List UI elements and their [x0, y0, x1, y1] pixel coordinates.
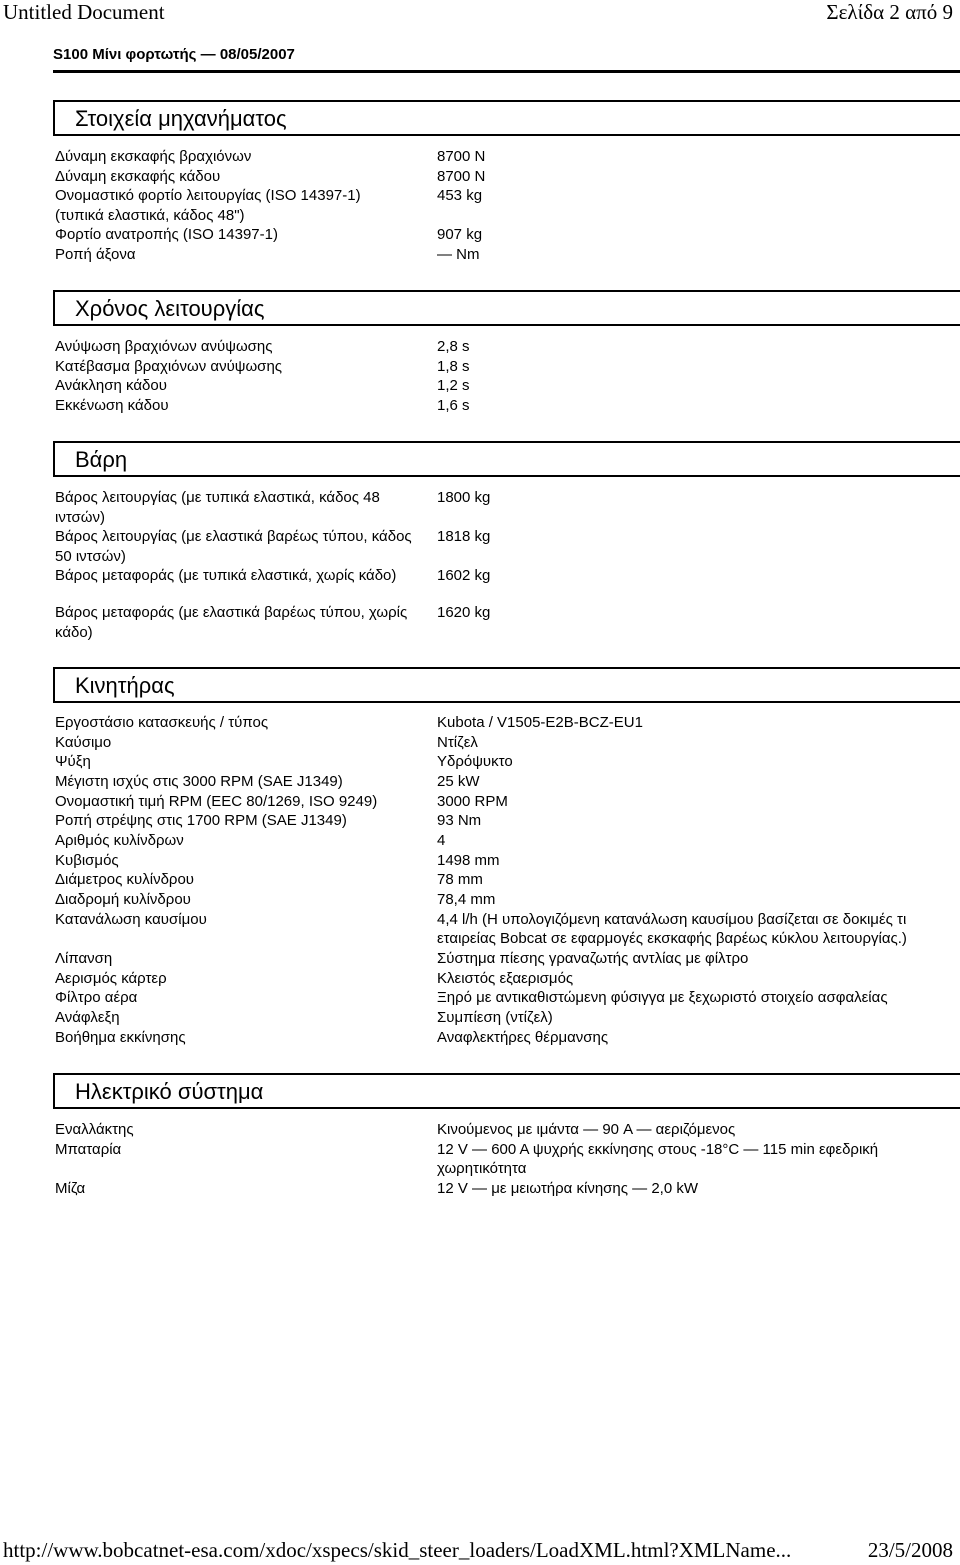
spec-value: 78,4 mm: [437, 891, 496, 908]
section-header-engine: [53, 667, 960, 703]
print-date: 23/5/2008: [867, 1538, 953, 1562]
spec-value: 1498 mm: [437, 852, 500, 869]
spec-value: 2,8 s: [437, 338, 470, 355]
section-header-time: [53, 290, 960, 326]
spec-label: Διαδρομή κυλίνδρου: [55, 891, 191, 908]
spec-value: — Nm: [437, 246, 480, 263]
spec-value: Kubota / V1505-E2B-BCZ-EU1: [437, 714, 643, 731]
spec-value: 1602 kg: [437, 567, 491, 584]
spec-label: Κατανάλωση καυσίμου: [55, 911, 207, 928]
spec-label: Ανάφλεξη: [55, 1009, 120, 1026]
section-header-machine: [53, 100, 960, 136]
spec-value: Αναφλεκτήρες θέρμανσης: [437, 1029, 609, 1046]
spec-value: 453 kg: [437, 187, 483, 204]
spec-value: 25 kW: [437, 773, 480, 790]
spec-label: Ανάκληση κάδου: [55, 377, 167, 394]
spec-label: Βάρος λειτουργίας (με ελαστικά βαρέως τύπου, κάδος 50 ιντσών): [55, 528, 412, 565]
spec-value: 1,6 s: [437, 397, 470, 414]
section-header-weights: [53, 441, 960, 477]
section-header-electrical: [53, 1073, 960, 1109]
spec-value: Σύστημα πίεσης γραναζωτής αντλίας με φίλτρο: [437, 950, 749, 967]
spec-label: Καύσιμο: [55, 734, 112, 751]
spec-value: 12 V — με μειωτήρα κίνησης — 2,0 kW: [437, 1180, 699, 1197]
spec-label: Μέγιστη ισχύς στις 3000 RPM (SAE J1349): [55, 773, 343, 790]
spec-label: Μίζα: [55, 1180, 86, 1197]
spec-value: Κινούμενος με ιμάντα — 90 A — αεριζόμενος: [437, 1121, 736, 1138]
spec-value: Συμπίεση (ντίζελ): [437, 1009, 553, 1026]
spec-value: 4,4 l/h (Η υπολογιζόμενη κατανάλωση καυσίμου βασίζεται σε δοκιμές τι: [437, 911, 907, 928]
spec-label: Ονομαστικό φορτίο λειτουργίας (ISO 14397-1): [55, 187, 361, 204]
spec-value: 4: [437, 832, 446, 849]
spec-value: χωρητικότητα: [437, 1160, 527, 1177]
spec-value: 8700 N: [437, 148, 486, 165]
spec-label: Εκκένωση κάδου: [55, 397, 169, 414]
section-title: Χρόνος λειτουργίας: [75, 296, 265, 321]
spec-value: Υδρόψυκτο: [437, 753, 513, 770]
spec-label: Ονομαστική τιμή RPM (EEC 80/1269, ISO 9249): [55, 793, 378, 810]
header-rule: [53, 70, 960, 73]
spec-label: (τυπικά ελαστικά, κάδος 48"): [55, 207, 245, 224]
spec-value: 78 mm: [437, 871, 483, 888]
spec-label: Ψύξη: [55, 753, 91, 770]
section-title: Στοιχεία μηχανήματος: [75, 106, 287, 131]
spec-label: Διάμετρος κυλίνδρου: [55, 871, 195, 888]
section-title: Βάρη: [75, 447, 128, 472]
section-title: Κινητήρας: [75, 673, 175, 698]
spec-value: 907 kg: [437, 226, 483, 243]
spec-value: Κλειστός εξαερισμός: [437, 970, 574, 987]
spec-label: Εργοστάσιο κατασκευής / τύπος: [55, 714, 269, 731]
spec-label: Φορτίο ανατροπής (ISO 14397-1): [55, 226, 278, 243]
spec-value: 1818 kg: [437, 528, 491, 545]
spec-label: Λίπανση: [55, 950, 113, 967]
spec-label: Αριθμός κυλίνδρων: [55, 832, 184, 849]
spec-value: 8700 N: [437, 168, 486, 185]
spec-label: Ροπή άξονα: [55, 246, 136, 263]
spec-label: Βάρος λειτουργίας (με τυπικά ελαστικά, κάδος 48 ιντσών): [55, 489, 380, 526]
page-number: Σελίδα 2 από 9: [826, 0, 953, 24]
spec-label: Μπαταρία: [55, 1141, 122, 1158]
spec-label: Ανύψωση βραχιόνων ανύψωσης: [55, 338, 273, 355]
spec-label: Αερισμός κάρτερ: [55, 970, 167, 987]
spec-label: Φίλτρο αέρα: [55, 989, 138, 1006]
spec-label: Κυβισμός: [55, 852, 119, 869]
document-subtitle: S100 Μίνι φορτωτής — 08/05/2007: [53, 46, 295, 63]
spec-value: 12 V — 600 A ψυχρής εκκίνησης στους -18°C — 115 min εφεδρική: [437, 1141, 879, 1158]
spec-value: 93 Nm: [437, 812, 482, 829]
spec-label: Δύναμη εκσκαφής βραχιόνων: [55, 148, 252, 165]
spec-value: Ξηρό με αντικαθιστώμενη φύσιγγα με ξεχωριστό στοιχείο ασφαλείας: [437, 989, 888, 1006]
spec-value: 1,8 s: [437, 358, 470, 375]
document-title: Untitled Document: [3, 0, 165, 24]
spec-label: Εναλλάκτης: [55, 1121, 134, 1138]
page-url: http://www.bobcatnet-esa.com/xdoc/xspecs/skid_steer_loaders/LoadXML.html?XMLName...: [3, 1538, 792, 1562]
spec-label: Ροπή στρέψης στις 1700 RPM (SAE J1349): [55, 812, 347, 829]
spec-label: Βοήθημα εκκίνησης: [55, 1029, 186, 1046]
spec-value: Ντίζελ: [437, 734, 478, 751]
spec-label: Βάρος μεταφοράς (με ελαστικά βαρέως τύπου, χωρίς κάδο): [55, 604, 408, 641]
spec-value: 3000 RPM: [437, 793, 508, 810]
spec-value: εταιρείας Bobcat σε εφαρμογές εκσκαφής βαρέως κύκλου λειτουργίας.): [437, 930, 907, 947]
spec-value: 1800 kg: [437, 489, 491, 506]
spec-label: Δύναμη εκσκαφής κάδου: [55, 168, 221, 185]
spec-value: 1620 kg: [437, 604, 491, 621]
spec-value: 1,2 s: [437, 377, 470, 394]
spec-label: Κατέβασμα βραχιόνων ανύψωσης: [55, 358, 283, 375]
section-title: Ηλεκτρικό σύστημα: [75, 1079, 264, 1104]
spec-label: Βάρος μεταφοράς (με τυπικά ελαστικά, χωρίς κάδο): [55, 567, 397, 584]
